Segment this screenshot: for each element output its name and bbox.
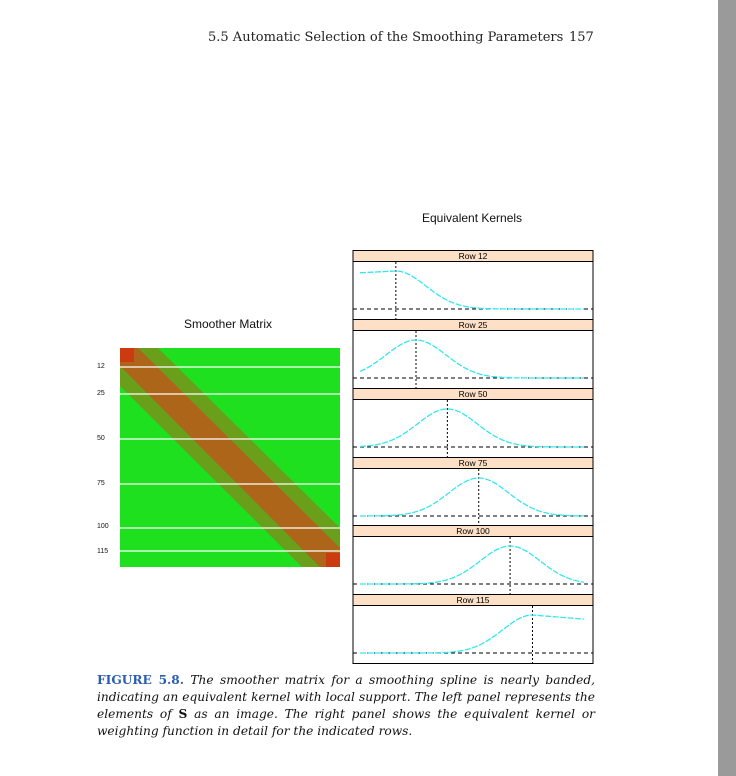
kernel-panel [353, 389, 593, 458]
kernel-panel [353, 595, 593, 664]
kernel-strip-label: Row 115 [456, 595, 490, 605]
left-panel-title: Smoother Matrix [184, 317, 273, 331]
kernel-panel [353, 251, 593, 320]
row-label-115: 115 [97, 548, 109, 555]
kernel-strip-label: Row 100 [456, 526, 490, 536]
kernel-panel [353, 320, 593, 389]
row-label-75: 75 [97, 480, 105, 487]
kernel-panel [353, 526, 593, 595]
row-label-100: 100 [97, 523, 109, 530]
running-header [0, 30, 718, 50]
kernel-strip-label: Row 12 [458, 251, 488, 261]
right-panel-title: Equivalent Kernels [422, 211, 523, 225]
kernel-panel [353, 458, 593, 527]
caption-text-2: as an image. The right panel shows the equivalent kernel or weighting function in detail for the indicated rows. [97, 707, 595, 738]
caption-text-1: The smoother matrix for a smoothing spline is nearly banded, indicating an equivalent kernel with local support. The left panel represents the elements of [97, 673, 595, 721]
caption-label: FIGURE 5.8. [97, 673, 185, 687]
page-number: 157 [569, 30, 594, 45]
kernel-strip-label: Row 75 [458, 458, 488, 468]
figure-caption [97, 672, 595, 740]
smoother-matrix-image [120, 348, 340, 567]
section-title: 5.5 Automatic Selection of the Smoothing Parameters [208, 30, 564, 45]
equivalent-kernels-panels [352, 250, 594, 664]
row-label-25: 25 [97, 390, 105, 397]
kernel-strip-label: Row 25 [458, 320, 488, 330]
row-label-12: 12 [97, 363, 105, 370]
kernel-strip-label: Row 50 [458, 389, 488, 399]
caption-symbol: S [178, 707, 188, 721]
row-label-50: 50 [97, 435, 105, 442]
